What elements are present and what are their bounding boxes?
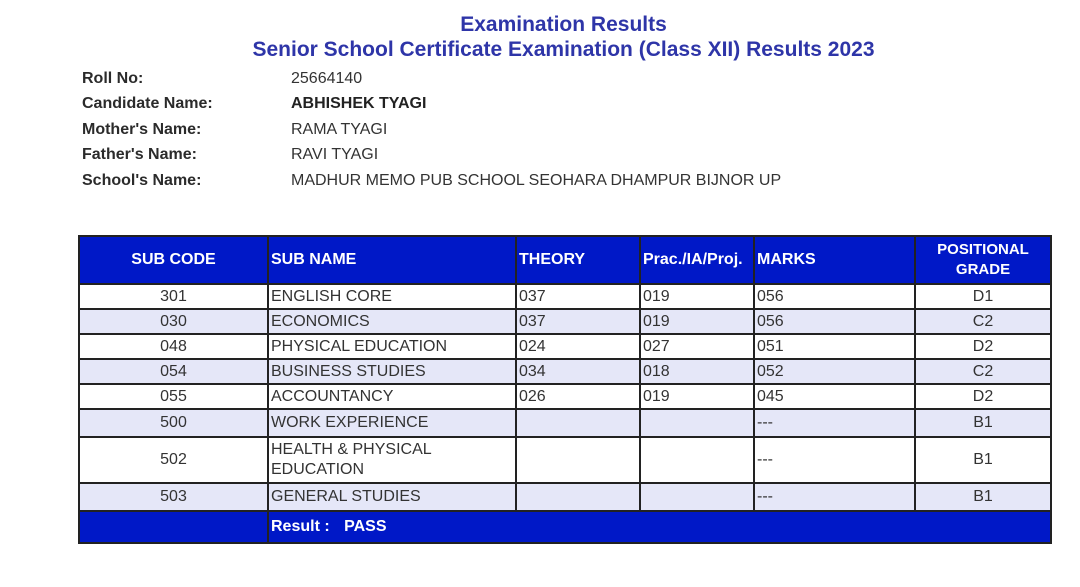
marks-cell: --- bbox=[754, 483, 915, 511]
theory-cell: 037 bbox=[516, 309, 640, 334]
sub-code-cell: 502 bbox=[79, 437, 268, 483]
father-name-row bbox=[82, 143, 781, 169]
table-row bbox=[79, 384, 1051, 409]
grade-cell: B1 bbox=[915, 437, 1051, 483]
table-row bbox=[79, 359, 1051, 384]
table-row bbox=[79, 483, 1051, 511]
practical-cell: 027 bbox=[640, 334, 754, 359]
theory-cell bbox=[516, 409, 640, 437]
practical-cell bbox=[640, 483, 754, 511]
sub-name-cell: ACCOUNTANCY bbox=[268, 384, 516, 409]
candidate-name-row bbox=[82, 92, 781, 118]
result-value: PASS bbox=[344, 518, 387, 535]
father-name-label: Father's Name: bbox=[82, 146, 197, 164]
practical-cell bbox=[640, 409, 754, 437]
grade-cell: B1 bbox=[915, 409, 1051, 437]
results-header-row bbox=[79, 236, 1051, 284]
result-spacer-cell bbox=[79, 511, 268, 543]
marks-cell: 052 bbox=[754, 359, 915, 384]
practical-cell: 019 bbox=[640, 309, 754, 334]
practical-cell: 019 bbox=[640, 384, 754, 409]
theory-cell: 037 bbox=[516, 284, 640, 309]
sub-code-cell: 048 bbox=[79, 334, 268, 359]
grade-cell: C2 bbox=[915, 359, 1051, 384]
table-row bbox=[79, 437, 1051, 483]
mother-name-row bbox=[82, 117, 781, 143]
theory-cell bbox=[516, 437, 640, 483]
results-table bbox=[78, 235, 1052, 544]
table-row bbox=[79, 284, 1051, 309]
marks-cell: 056 bbox=[754, 284, 915, 309]
result-cell bbox=[268, 511, 1051, 543]
sub-name-cell: PHYSICAL EDUCATION bbox=[268, 334, 516, 359]
theory-cell: 026 bbox=[516, 384, 640, 409]
sub-code-cell: 301 bbox=[79, 284, 268, 309]
header-positional-grade bbox=[915, 236, 1051, 284]
candidate-info bbox=[82, 66, 781, 194]
sub-code-cell: 054 bbox=[79, 359, 268, 384]
sub-name-cell: HEALTH & PHYSICAL EDUCATION bbox=[268, 437, 516, 483]
grade-cell: C2 bbox=[915, 309, 1051, 334]
header-sub-code: SUB CODE bbox=[79, 236, 268, 284]
theory-cell: 024 bbox=[516, 334, 640, 359]
sub-code-cell: 503 bbox=[79, 483, 268, 511]
marks-cell: 056 bbox=[754, 309, 915, 334]
header-grade-line2: GRADE bbox=[955, 261, 1011, 278]
roll-no-label: Roll No: bbox=[82, 69, 144, 87]
school-name-label: School's Name: bbox=[82, 171, 202, 189]
school-name-value: MADHUR MEMO PUB SCHOOL SEOHARA DHAMPUR BIJNOR UP bbox=[291, 171, 782, 189]
grade-cell: D1 bbox=[915, 284, 1051, 309]
sub-name-cell: ENGLISH CORE bbox=[268, 284, 516, 309]
marks-cell: 051 bbox=[754, 334, 915, 359]
header-theory: THEORY bbox=[516, 236, 640, 284]
practical-cell: 019 bbox=[640, 284, 754, 309]
sub-name-cell: WORK EXPERIENCE bbox=[268, 409, 516, 437]
table-row bbox=[79, 409, 1051, 437]
result-label: Result : bbox=[271, 518, 330, 535]
roll-no-value: 25664140 bbox=[291, 69, 363, 87]
table-row bbox=[79, 334, 1051, 359]
practical-cell: 018 bbox=[640, 359, 754, 384]
sub-name-cell: GENERAL STUDIES bbox=[268, 483, 516, 511]
grade-cell: D2 bbox=[915, 384, 1051, 409]
grade-cell: B1 bbox=[915, 483, 1051, 511]
marks-cell: --- bbox=[754, 437, 915, 483]
theory-cell: 034 bbox=[516, 359, 640, 384]
header-practical: Prac./IA/Proj. bbox=[640, 236, 754, 284]
candidate-name-label: Candidate Name: bbox=[82, 95, 213, 113]
father-name-value: RAVI TYAGI bbox=[291, 146, 379, 164]
sub-code-cell: 030 bbox=[79, 309, 268, 334]
header-grade-line1: POSITIONAL bbox=[937, 241, 1029, 258]
header-sub-name: SUB NAME bbox=[268, 236, 516, 284]
theory-cell bbox=[516, 483, 640, 511]
header-marks: MARKS bbox=[754, 236, 915, 284]
result-row bbox=[79, 511, 1051, 543]
grade-cell: D2 bbox=[915, 334, 1051, 359]
mother-name-value: RAMA TYAGI bbox=[291, 120, 388, 138]
mother-name-label: Mother's Name: bbox=[82, 120, 202, 138]
page-title: Examination Results bbox=[460, 13, 667, 36]
sub-name-cell: ECONOMICS bbox=[268, 309, 516, 334]
sub-code-cell: 500 bbox=[79, 409, 268, 437]
candidate-name-value: ABHISHEK TYAGI bbox=[291, 95, 427, 113]
roll-no-row bbox=[82, 66, 781, 92]
practical-cell bbox=[640, 437, 754, 483]
marks-cell: --- bbox=[754, 409, 915, 437]
sub-code-cell: 055 bbox=[79, 384, 268, 409]
page-subtitle: Senior School Certificate Examination (Class XII) Results 2023 bbox=[252, 38, 875, 61]
marks-cell: 045 bbox=[754, 384, 915, 409]
sub-name-cell: BUSINESS STUDIES bbox=[268, 359, 516, 384]
school-name-row bbox=[82, 168, 781, 194]
table-row bbox=[79, 309, 1051, 334]
